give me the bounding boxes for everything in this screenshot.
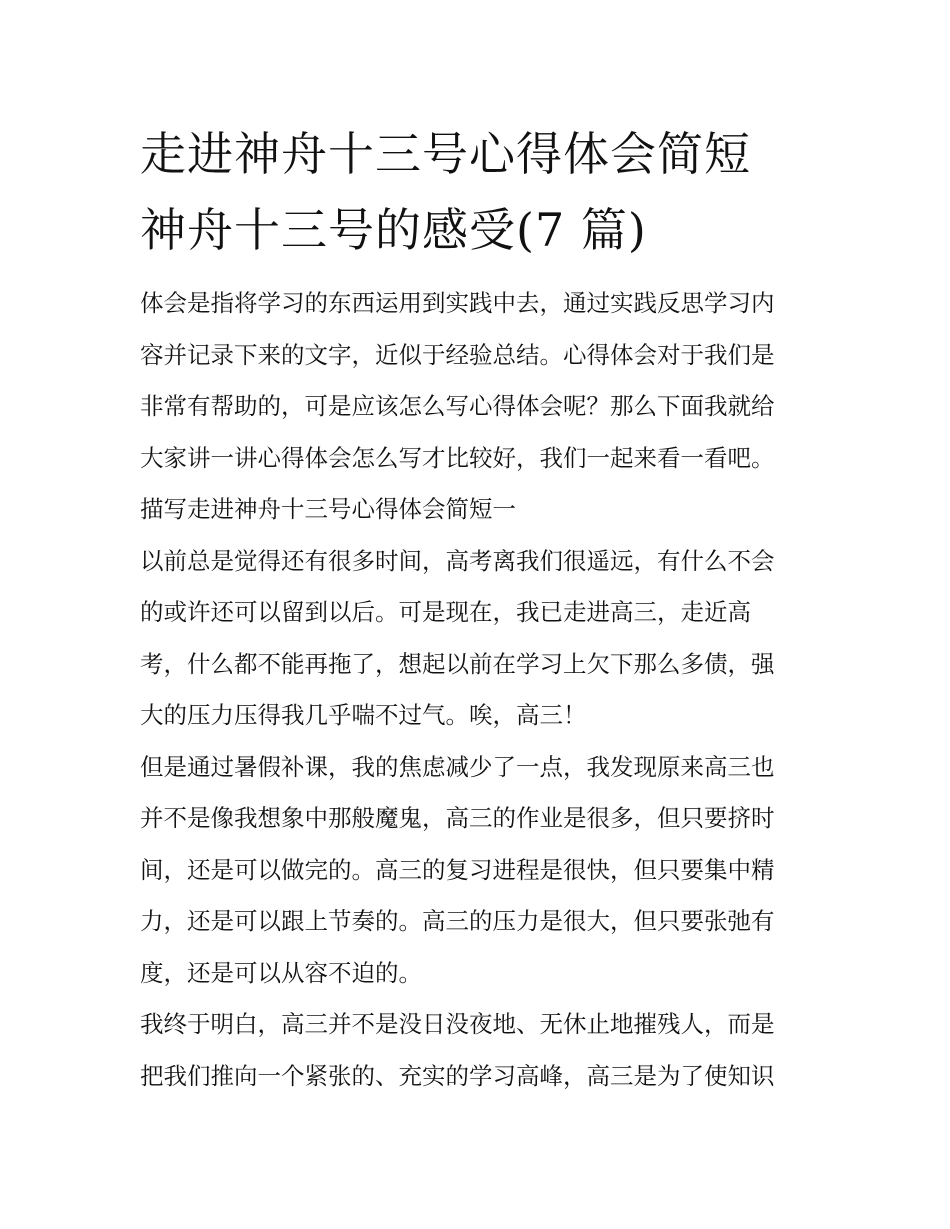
title-line-2: 神舟十三号的感受(7 篇) [140, 203, 647, 257]
text-line: 体会是指将学习的东西运用到实践中去，通过实践反思学习内 [140, 289, 775, 317]
text-line: 大家讲一讲心得体会怎么写才比较好，我们一起来看一看吧。 [140, 443, 775, 472]
section-heading: 描写走进神舟十三号心得体会简短一 [140, 495, 516, 523]
text-line: 并不是像我想象中那般魔鬼，高三的作业是很多，但只要挤时 [140, 804, 775, 832]
text-line: 我终于明白，高三并不是没日没夜地、无休止地摧残人，而是 [140, 1010, 775, 1038]
text-line: 以前总是觉得还有很多时间，高考离我们很遥远，有什么不会 [140, 546, 775, 575]
title-line-1: 走进神舟十三号心得体会简短 [140, 127, 751, 181]
text-line: 但是通过暑假补课，我的焦虑减少了一点，我发现原来高三也 [140, 752, 775, 781]
text-line: 非常有帮助的，可是应该怎么写心得体会呢？那么下面我就给 [140, 392, 775, 420]
text-line: 考，什么都不能再拖了，想起以前在学习上欠下那么多债，强 [140, 649, 775, 678]
text-line: 把我们推向一个紧张的、充实的学习高峰，高三是为了使知识 [140, 1061, 775, 1090]
text-line: 容并记录下来的文字，近似于经验总结。心得体会对于我们是 [140, 340, 775, 369]
text-line: 力，还是可以跟上节奏的。高三的压力是很大，但只要张弛有 [140, 907, 775, 935]
text-line: 的或许还可以留到以后。可是现在，我已走进高三，走近高 [140, 598, 751, 626]
text-line: 大的压力压得我几乎喘不过气。唉，高三！ [140, 701, 587, 729]
article-body [140, 278, 820, 1102]
page-title [140, 116, 820, 268]
text-line: 间，还是可以做完的。高三的复习进程是很快，但只要集中精 [140, 855, 775, 884]
text-line: 度，还是可以从容不迫的。 [140, 958, 422, 987]
